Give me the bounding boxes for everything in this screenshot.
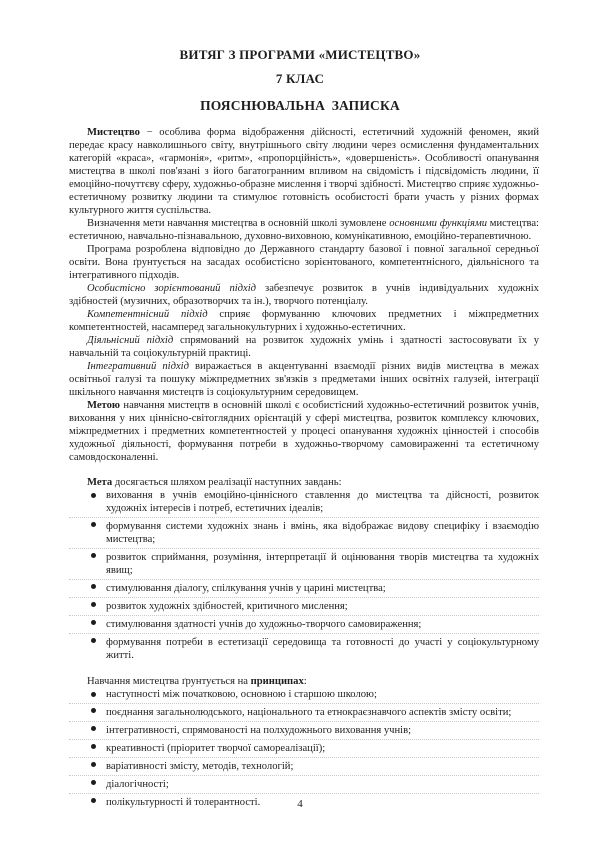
list-item: інтегративності, спрямованості на полхудожнього виховання учнів; — [69, 721, 539, 737]
principles-lead — [69, 675, 539, 688]
goal-paragraph — [69, 399, 539, 464]
standard-paragraph: Програма розроблена відповідно до Державного стандарту базової і повної загальної середньої освіти. Вона ґрунтується на засадах особистісно зорієнтованого, компетентнісного, діяльнісного та інтегративного підходів. — [69, 244, 539, 281]
page-number: 4 — [297, 798, 303, 810]
principles-colon: : — [303, 676, 307, 687]
grade-heading: 7 КЛАС — [275, 71, 325, 86]
intro-term: Мистецтво — [87, 127, 140, 138]
intro-paragraph — [69, 126, 539, 217]
approach-paragraph — [69, 360, 539, 399]
list-item: стимулювання здатності учнів до художньо-творчого самовираження; — [69, 615, 539, 631]
functions-text-before: Визначення мети навчання мистецтва в основній школі зумовлене — [87, 218, 390, 229]
list-item: креативності (пріоритет творчої самореалізації); — [69, 739, 539, 755]
list-item: наступності між початковою, основною і старшою школою; — [69, 688, 539, 701]
document-title: ВИТЯГ З ПРОГРАМИ «МИСТЕЦТВО» — [179, 47, 421, 62]
tasks-list — [69, 489, 539, 662]
goal-term: Метою — [87, 400, 121, 411]
tasks-term: Мета — [87, 477, 113, 488]
list-item: формування системи художніх знань і вмінь, яка відображає видову специфіку і взаємодію мистецтва; — [69, 517, 539, 546]
principles-list — [69, 688, 539, 809]
list-item: виховання в учнів емоційно-ціннісного ставлення до мистецтва та дійсності, розвиток художніх інтересів і потреб, естетичних ідеалів; — [69, 489, 539, 515]
approach-paragraph — [69, 334, 539, 360]
approach-text: забезпечує розвиток в учнів індивідуальних художніх здібностей (музичних, образотворчих та ін.), творчого потенціалу. — [69, 283, 539, 307]
spacer — [69, 662, 539, 675]
list-item: діалогічності; — [69, 775, 539, 791]
document-body — [69, 126, 539, 809]
functions-emphasis: основними функціями — [389, 218, 488, 229]
approach-paragraph — [69, 282, 539, 308]
list-item: полікультурності й толерантності. — [69, 793, 539, 809]
list-item: формування потреби в естетизації середовища та готовності до участі у соціокультурному житті. — [69, 633, 539, 662]
functions-paragraph — [69, 217, 539, 243]
approach-text: спрямований на розвиток художніх умінь і здатності застосовувати їх у навчальній та соціокультурній практиці. — [69, 335, 540, 359]
spacer — [69, 464, 539, 476]
approach-term: Компетентнісний підхід — [87, 309, 208, 320]
list-item: варіативності змісту, методів, технологій; — [69, 757, 539, 773]
list-item: розвиток художніх здібностей, критичного мислення; — [69, 597, 539, 613]
list-item: поєднання загальнолюдського, національного та етнокраєзнавчого аспектів змісту освіти; — [69, 703, 539, 719]
approach-term: Інтегративний підхід — [87, 361, 189, 372]
tasks-lead — [69, 476, 539, 489]
approach-paragraph — [69, 308, 539, 334]
principles-lead-text: Навчання мистецтва ґрунтується на — [87, 676, 251, 687]
approach-text: сприяє формуванню ключових предметних і міжпредметних компетентностей, насамперед загальнокультурних і художньо-естетичних. — [69, 309, 539, 333]
list-item: розвиток сприймання, розуміння, інтерпретації й оцінювання творів мистецтва та художніх явищ; — [69, 548, 539, 577]
tasks-lead-text: досягається шляхом реалізації наступних завдань: — [112, 477, 342, 488]
section-title: ПОЯСНЮВАЛЬНА ЗАПИСКА — [200, 98, 400, 113]
list-item: стимулювання діалогу, спілкування учнів у царині мистецтва; — [69, 579, 539, 595]
approach-term: Діяльнісний підхід — [87, 335, 174, 346]
functions-text-after: мистецтва: естетичною, навчально-пізнавальною, духовно-виховною, комунікативною, емоційно-терапевтичною. — [69, 218, 539, 242]
principles-term: принципах — [250, 676, 304, 687]
approach-text: виражається в акцентуванні взаємодії різних видів мистецтва в межах освітньої галузі та пошуку міжпредметних зв'язків з предметами інших освітніх галузей, інтеграції шкільного навчання мистецтв із соціокультурним середовищем. — [69, 361, 539, 398]
intro-text: − особлива форма відображення дійсності, естетичний художній феномен, який передає красу навколишнього світу, внутрішнього світу людини через осмислення фундаментальних категорій «краса», «гармонія», «ритм», «пропорційність», «довершеність». Особливості опанування мистецтва в школі пов'язані з його багатогранним впливом на свідомість і підсвідомість людини, її емоційно-почуттєву сферу, художньо-образне мислення і творчі здібності. Мистецтво сприяє художньо-естетичному розвитку людини та стимулює готовність особистості брати участь у різних формах культурного життя суспільства. — [69, 127, 539, 216]
goal-text: навчання мистецтв в основній школі є особистісний художньо-естетичний розвиток учнів, виховання у них ціннісно-світоглядних орієнтацій у сфері мистецтва, розвиток комплексу ключових, міжпредметних і предметних компетентностей у процесі опанування художніх цінностей і способів художньої діяльності, формування потреби в художньо-творчому самовираженні та естетичному самовдосконаленні. — [69, 400, 539, 463]
approach-term: Особистісно зорієнтований підхід — [87, 283, 257, 294]
